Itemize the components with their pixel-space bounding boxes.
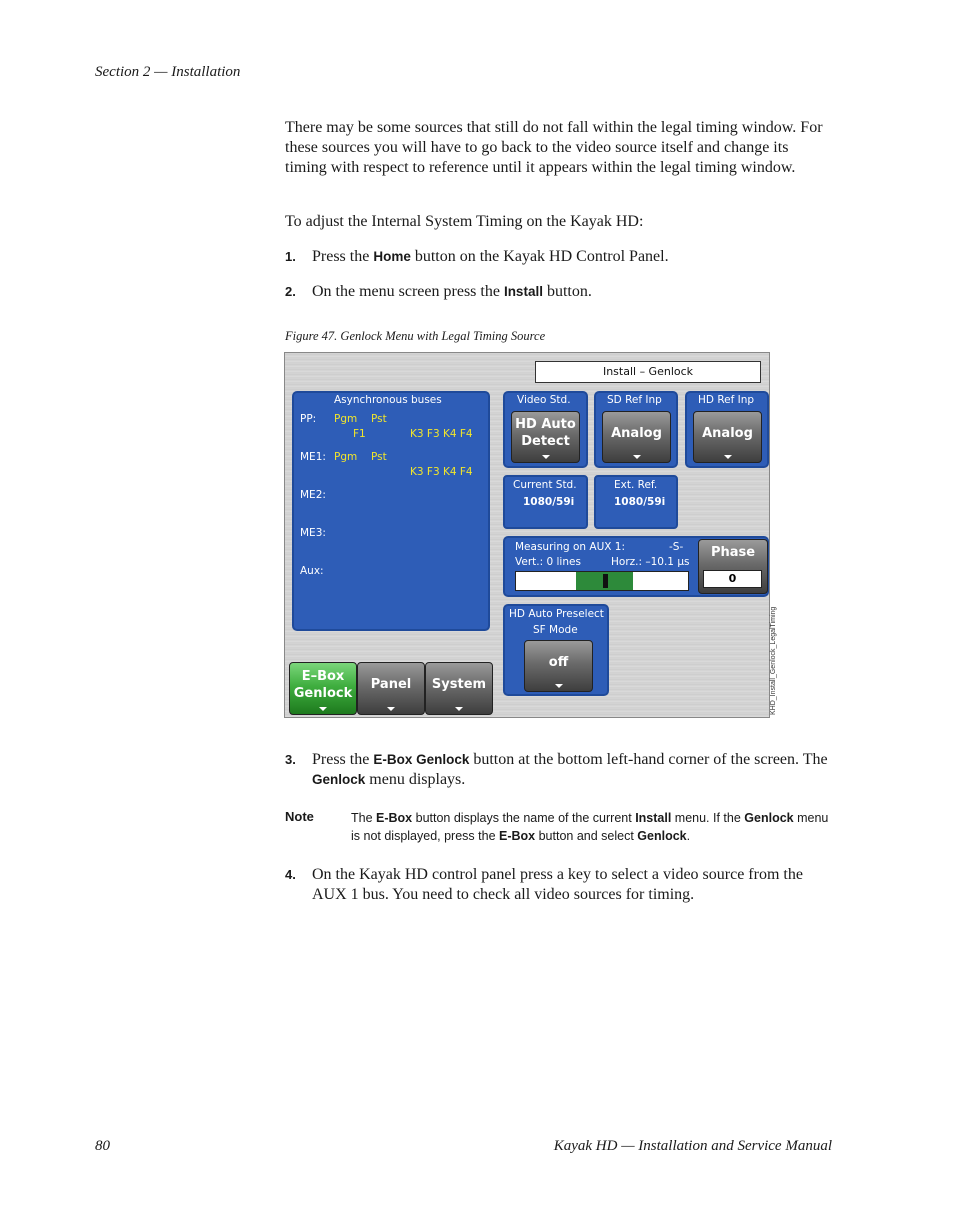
step-1-text: Press the Home button on the Kayak HD Control Panel. bbox=[312, 248, 669, 265]
chevron-down-icon bbox=[455, 707, 463, 711]
me1-pgm: Pgm bbox=[334, 451, 358, 463]
adjust-intro: To adjust the Internal System Timing on the Kayak HD: bbox=[285, 213, 644, 230]
timing-meter bbox=[515, 571, 689, 591]
aux-label: Aux: bbox=[300, 565, 324, 577]
section-header: Section 2 — Installation bbox=[95, 64, 241, 80]
figure-side-label: KHD_Install_Genlock_LegalTiming bbox=[770, 606, 777, 715]
timing-indicator bbox=[603, 574, 608, 588]
phase-value: 0 bbox=[703, 570, 762, 588]
system-button[interactable]: System bbox=[425, 662, 493, 715]
video-std-label: Video Std. bbox=[517, 394, 571, 406]
menu-title: Install – Genlock bbox=[535, 361, 761, 383]
note-text: The E-Box button displays the name of the current Install menu. If the Genlock menu is not displayed, press the E-Box button and select Genlock. bbox=[351, 811, 829, 843]
measuring-status: -S- bbox=[669, 541, 684, 553]
me1-label: ME1: bbox=[300, 451, 326, 463]
me1-keys: K3 F3 K4 F4 bbox=[410, 466, 473, 478]
ext-ref-label: Ext. Ref. bbox=[614, 479, 658, 491]
pp-pst: Pst bbox=[371, 413, 387, 425]
phase-button[interactable]: Phase 0 bbox=[698, 539, 768, 594]
chevron-down-icon bbox=[387, 707, 395, 711]
ebox-genlock-button[interactable]: E–Box Genlock bbox=[289, 662, 357, 715]
preselect-label-1: HD Auto Preselect bbox=[509, 608, 604, 620]
manual-title: Kayak HD — Installation and Service Manual bbox=[553, 1138, 832, 1154]
preselect-label-2: SF Mode bbox=[533, 624, 578, 636]
current-std-value: 1080/59i bbox=[523, 496, 575, 508]
hd-ref-analog-button[interactable]: Analog bbox=[693, 411, 762, 463]
step-3-text: Press the E-Box Genlock button at the bottom left-hand corner of the screen. The Genlock menu displays. bbox=[312, 751, 828, 788]
chevron-down-icon bbox=[555, 684, 563, 688]
hd-auto-preselect-panel bbox=[503, 604, 609, 696]
note-label: Note bbox=[285, 809, 314, 824]
measuring-panel bbox=[503, 536, 769, 597]
pp-label: PP: bbox=[300, 413, 317, 425]
step-2-text: On the menu screen press the Install button. bbox=[312, 283, 592, 300]
sd-ref-label: SD Ref Inp bbox=[607, 394, 662, 406]
me3-label: ME3: bbox=[300, 527, 326, 539]
page-number: 80 bbox=[95, 1138, 110, 1154]
ext-ref-panel bbox=[594, 475, 678, 529]
me2-label: ME2: bbox=[300, 489, 326, 501]
sf-mode-off-button[interactable]: off bbox=[524, 640, 593, 692]
step-4-text: On the Kayak HD control panel press a key to select a video source from the AUX 1 bus. You need to check all video sources for timing. bbox=[312, 866, 803, 903]
step-1-number: 1. bbox=[285, 249, 296, 264]
hd-auto-detect-button[interactable]: HD Auto Detect bbox=[511, 411, 580, 463]
horz-value: Horz.: –10.1 µs bbox=[611, 556, 690, 568]
step-3-number: 3. bbox=[285, 752, 296, 767]
genlock-menu-screenshot bbox=[284, 352, 770, 718]
figure-caption: Figure 47. Genlock Menu with Legal Timing Source bbox=[285, 329, 546, 343]
sd-ref-panel bbox=[594, 391, 678, 468]
async-buses-panel bbox=[292, 391, 490, 631]
chevron-down-icon bbox=[542, 455, 550, 459]
me1-pst: Pst bbox=[371, 451, 387, 463]
current-std-panel bbox=[503, 475, 588, 529]
video-std-panel bbox=[503, 391, 588, 468]
intro-paragraph: There may be some sources that still do not fall within the legal timing window. For these sources you will have to go back to the video source itself and change its timing with respect to reference until it appears within the legal timing window. bbox=[285, 119, 823, 176]
hd-ref-label: HD Ref Inp bbox=[698, 394, 755, 406]
measuring-label: Measuring on AUX 1: bbox=[515, 541, 626, 553]
step-4-number: 4. bbox=[285, 867, 296, 882]
hd-ref-panel bbox=[685, 391, 769, 468]
panel-button[interactable]: Panel bbox=[357, 662, 425, 715]
pp-f1: F1 bbox=[353, 428, 366, 440]
async-title: Asynchronous buses bbox=[334, 394, 442, 406]
sd-ref-analog-button[interactable]: Analog bbox=[602, 411, 671, 463]
current-std-label: Current Std. bbox=[513, 479, 577, 491]
chevron-down-icon bbox=[633, 455, 641, 459]
chevron-down-icon bbox=[724, 455, 732, 459]
pp-keys: K3 F3 K4 F4 bbox=[410, 428, 473, 440]
step-2-number: 2. bbox=[285, 284, 296, 299]
chevron-down-icon bbox=[319, 707, 327, 711]
vert-value: Vert.: 0 lines bbox=[515, 556, 581, 568]
pp-pgm: Pgm bbox=[334, 413, 358, 425]
ext-ref-value: 1080/59i bbox=[614, 496, 666, 508]
